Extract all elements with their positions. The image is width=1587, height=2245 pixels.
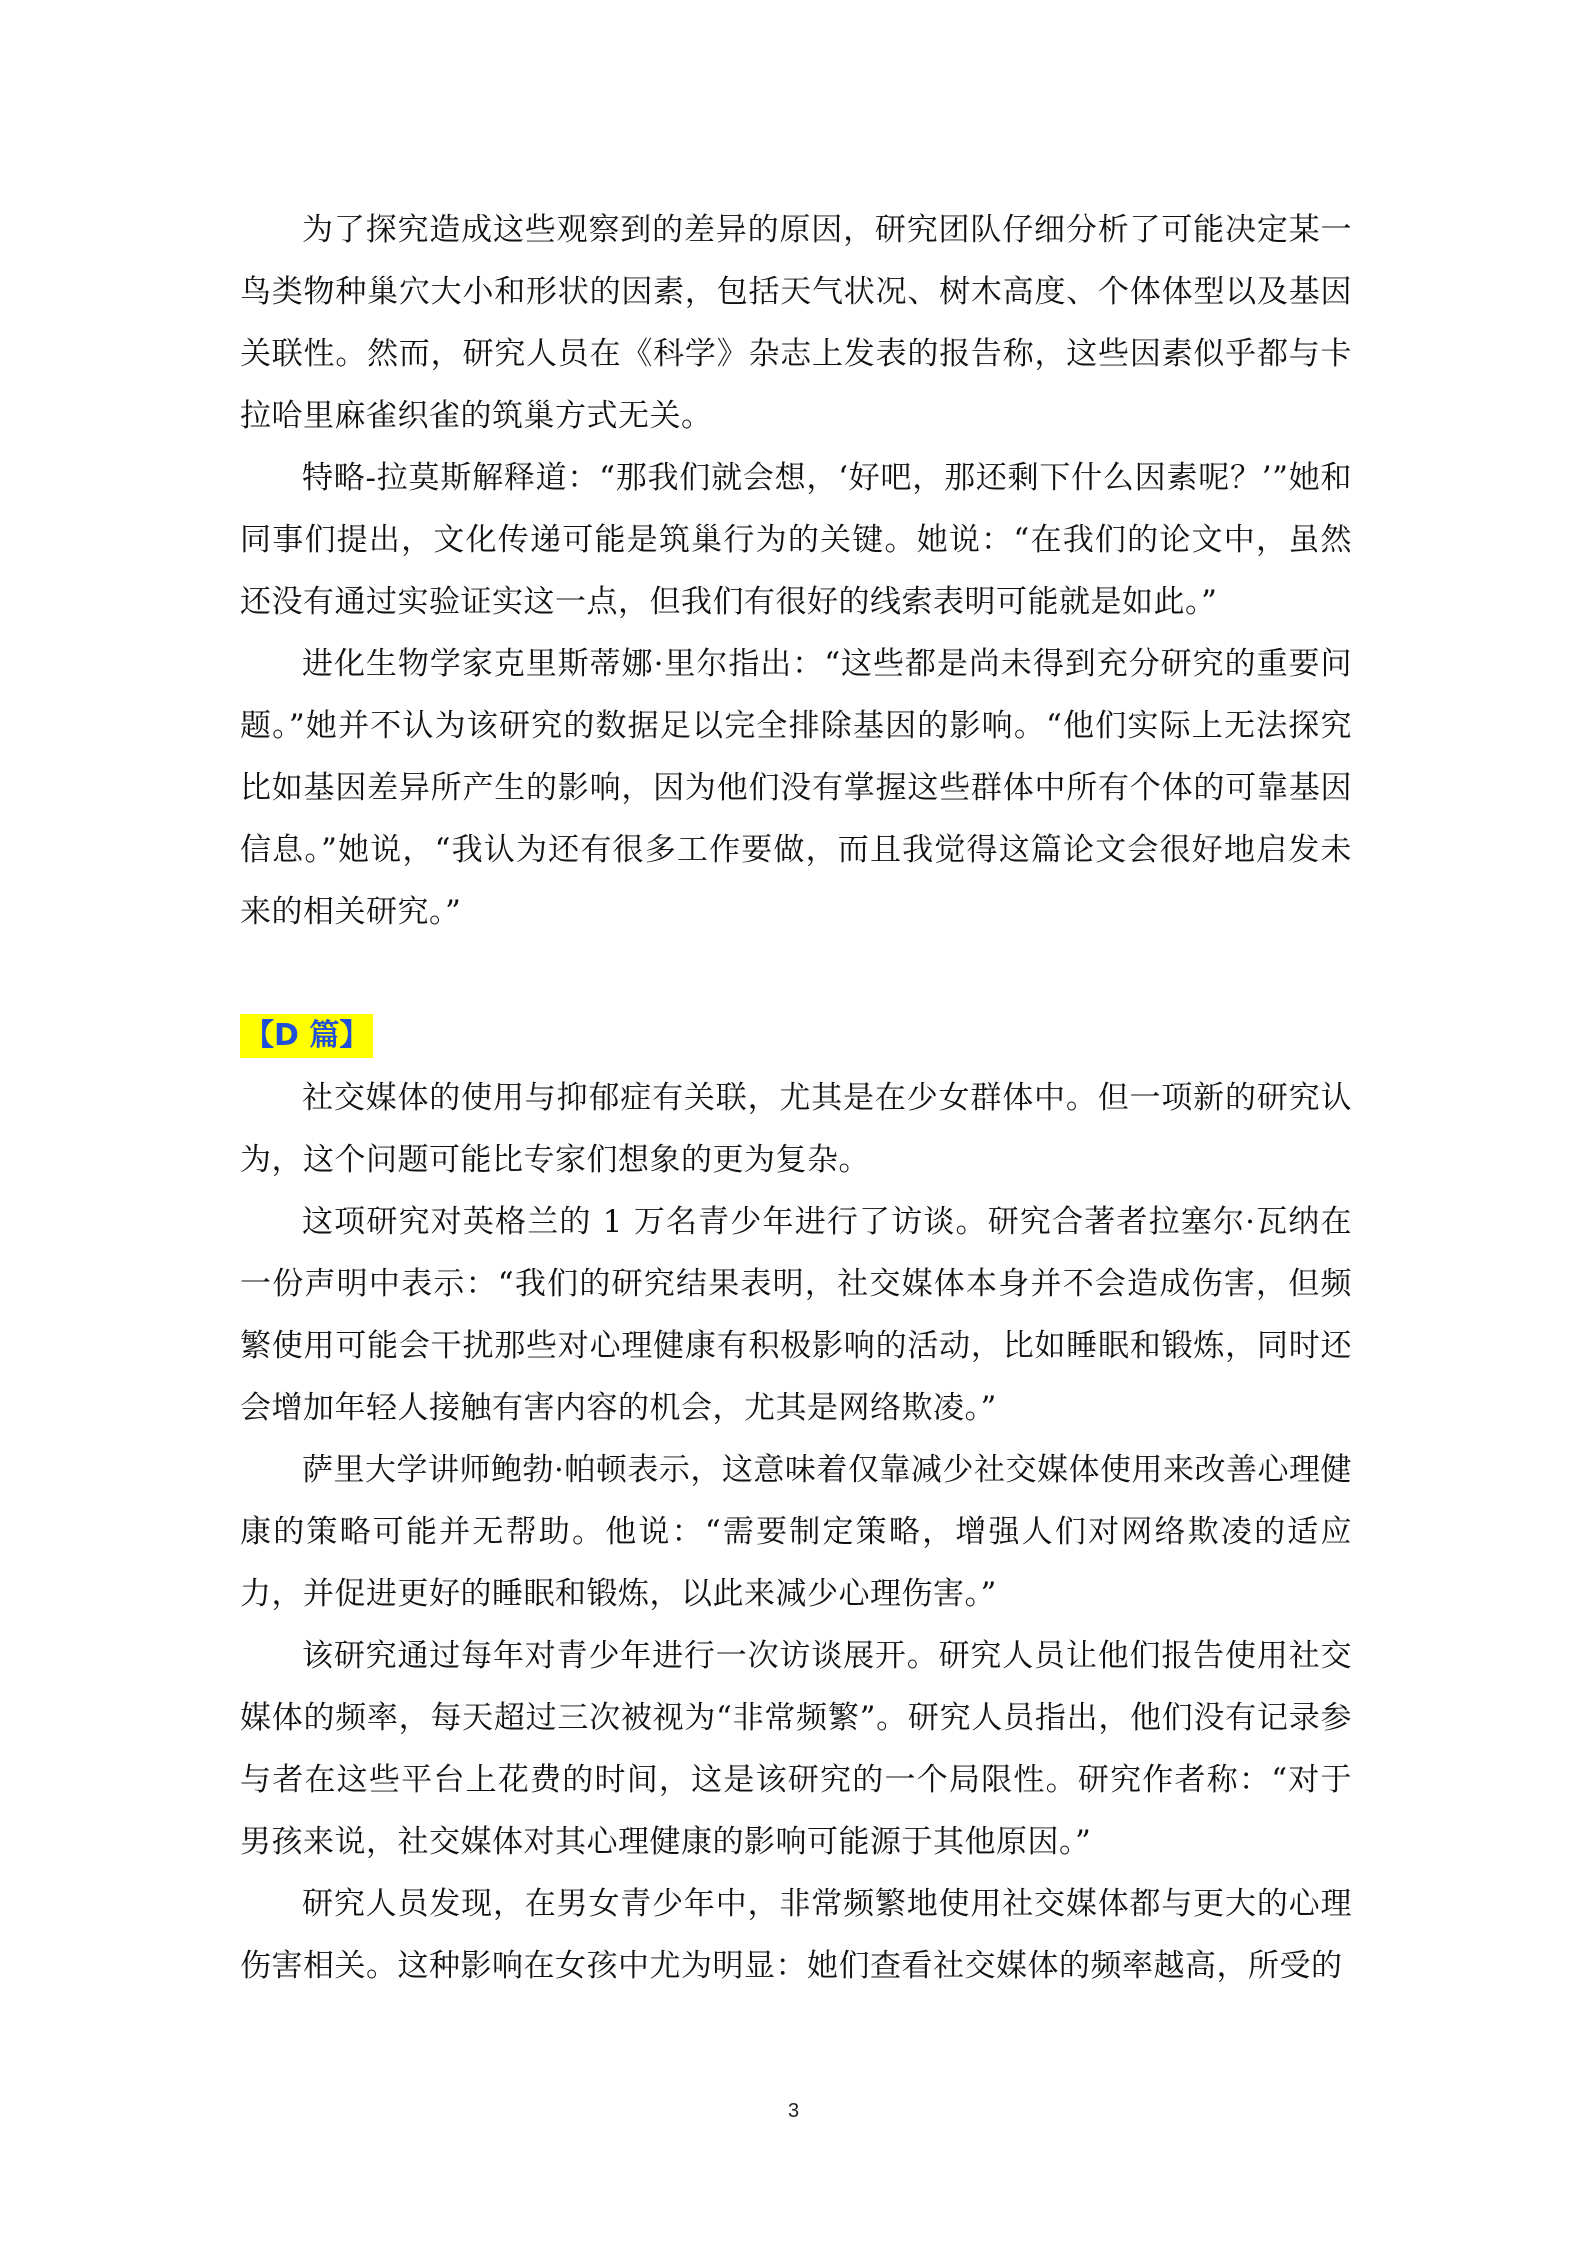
paragraph-findings: 研究人员发现，在男女青少年中，非常频繁地使用社交媒体都与更大的心理伤害相关。这种影响在女孩中尤为明显：她们查看社交媒体的频率越高，所受的 (240, 1886, 1352, 1984)
document-body (240, 199, 1352, 1997)
section-d-label: 【D 篇】 (240, 1014, 373, 1058)
paragraph-study-method: 该研究通过每年对青少年进行一次访谈展开。研究人员让他们报告使用社交媒体的频率，每天超过三次被视为“非常频繁”。研究人员指出，他们没有记录参与者在这些平台上花费的时间，这是该研究的一个局限性。研究作者称：“对于男孩来说，社交媒体对其心理健康的影响可能源于其他原因。” (240, 1638, 1352, 1860)
paragraph-tello-ramos-quote: 特略-拉莫斯解释道：“那我们就会想，‘好吧，那还剩下什么因素呢？’”她和同事们提出，文化传递可能是筑巢行为的关键。她说：“在我们的论文中，虽然还没有通过实验证实这一点，但我们有很好的线索表明可能就是如此。” (240, 460, 1352, 620)
paragraph-riehl-comment: 进化生物学家克里斯蒂娜·里尔指出：“这些都是尚未得到充分研究的重要问题。”她并不认为该研究的数据足以完全排除基因的影响。“他们实际上无法探究比如基因差异所产生的影响，因为他们没有掌握这些群体中所有个体的可靠基因信息。”她说，“我认为还有很多工作要做，而且我觉得这篇论文会很好地启发未来的相关研究。” (240, 646, 1352, 930)
page-number: 3 (787, 2100, 800, 2122)
paragraph-patton-comment: 萨里大学讲师鲍勃·帕顿表示，这意味着仅靠减少社交媒体使用来改善心理健康的策略可能并无帮助。他说：“需要制定策略，增强人们对网络欺凌的适应力，并促进更好的睡眠和锻炼，以此来减少心理伤害。” (240, 1452, 1352, 1612)
paragraph-social-media-intro: 社交媒体的使用与抑郁症有关联，尤其是在少女群体中。但一项新的研究认为，这个问题可能比专家们想象的更为复杂。 (240, 1080, 1352, 1178)
paragraph-cause-analysis: 为了探究造成这些观察到的差异的原因，研究团队仔细分析了可能决定某一鸟类物种巢穴大小和形状的因素，包括天气状况、树木高度、个体体型以及基因关联性。然而，研究人员在《科学》杂志上发表的报告称，这些因素似乎都与卡拉哈里麻雀织雀的筑巢方式无关。 (240, 212, 1352, 434)
paragraph-viner-statement: 这项研究对英格兰的 1 万名青少年进行了访谈。研究合著者拉塞尔·瓦纳在一份声明中表示：“我们的研究结果表明，社交媒体本身并不会造成伤害，但频繁使用可能会干扰那些对心理健康有积极影响的活动，比如睡眠和锻炼，同时还会增加年轻人接触有害内容的机会，尤其是网络欺凌。” (240, 1204, 1352, 1426)
section-heading-row (240, 1005, 1352, 1067)
